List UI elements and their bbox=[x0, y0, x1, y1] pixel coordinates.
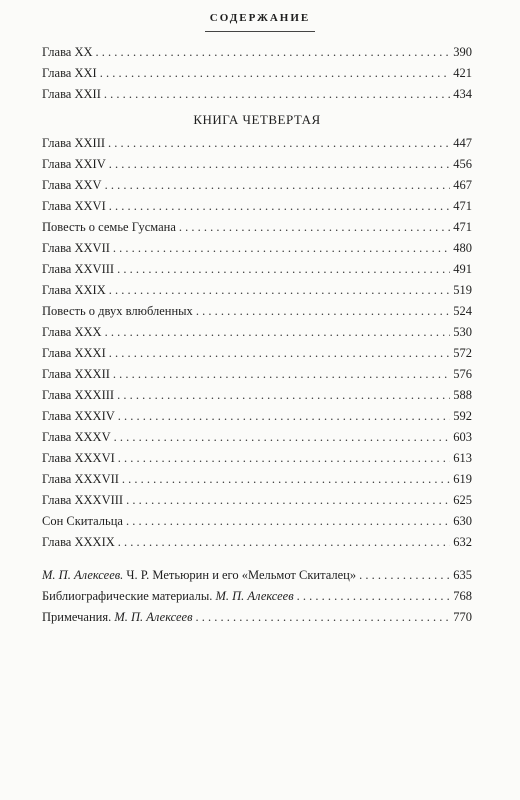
toc-entry[interactable] bbox=[42, 448, 472, 469]
dot-leader bbox=[114, 427, 451, 448]
toc-entry[interactable] bbox=[42, 238, 472, 259]
dot-leader bbox=[109, 154, 451, 175]
toc-entry-title: Повесть о семье Гусмана bbox=[42, 220, 176, 234]
dot-leader bbox=[113, 238, 450, 259]
toc-entry-title: Глава XXXII bbox=[42, 367, 110, 381]
dot-leader bbox=[109, 280, 451, 301]
toc-entry-title: Глава XXXVI bbox=[42, 451, 115, 465]
toc-entry-title: Глава XXIX bbox=[42, 283, 106, 297]
toc-entry[interactable] bbox=[42, 343, 472, 364]
table-of-contents bbox=[42, 42, 472, 628]
toc-entry-page: 770 bbox=[453, 610, 472, 624]
toc-entry-title bbox=[42, 607, 193, 628]
toc-entry-article-title: Библиографические материалы. bbox=[42, 589, 216, 603]
toc-entry-title: Глава XXV bbox=[42, 178, 102, 192]
toc-entry-title: Глава XXVII bbox=[42, 241, 110, 255]
toc-entry-page: 467 bbox=[453, 178, 472, 192]
toc-entry-title: Глава XXIII bbox=[42, 136, 106, 150]
dot-leader bbox=[179, 217, 450, 238]
toc-entry[interactable] bbox=[42, 154, 472, 175]
toc-entry-page: 434 bbox=[453, 87, 472, 101]
toc-entry[interactable] bbox=[42, 490, 472, 511]
toc-entry[interactable] bbox=[42, 175, 472, 196]
toc-entry[interactable] bbox=[42, 133, 472, 154]
toc-entry-page: 519 bbox=[453, 283, 472, 297]
toc-entry-title: Сон Скитальца bbox=[42, 514, 123, 528]
dot-leader bbox=[196, 607, 451, 628]
dot-leader bbox=[109, 343, 451, 364]
dot-leader bbox=[96, 42, 451, 63]
dot-leader bbox=[297, 586, 451, 607]
toc-entry-title: Глава XXX bbox=[42, 325, 102, 339]
toc-entry-page: 491 bbox=[453, 262, 472, 276]
toc-entry-page: 456 bbox=[453, 157, 472, 171]
toc-entry[interactable] bbox=[42, 280, 472, 301]
toc-entry[interactable] bbox=[42, 469, 472, 490]
toc-entry-page: 588 bbox=[453, 388, 472, 402]
toc-entry[interactable] bbox=[42, 301, 472, 322]
toc-entry-title: Глава XXI bbox=[42, 66, 97, 80]
toc-entry-notes[interactable] bbox=[42, 607, 472, 628]
dot-leader bbox=[100, 63, 451, 84]
dot-leader bbox=[118, 448, 450, 469]
toc-entry-page: 619 bbox=[453, 472, 472, 486]
page-header: СОДЕРЖАНИЕ bbox=[209, 12, 311, 24]
toc-entry-page: 592 bbox=[453, 409, 472, 423]
dot-leader bbox=[105, 322, 451, 343]
toc-entry-page: 613 bbox=[453, 451, 472, 465]
toc-entry[interactable] bbox=[42, 385, 472, 406]
toc-entry[interactable] bbox=[42, 511, 472, 532]
toc-entry-title: Глава XXXIII bbox=[42, 388, 115, 402]
toc-entry-page: 632 bbox=[453, 535, 472, 549]
dot-leader bbox=[104, 84, 450, 105]
toc-entry-title: Глава XXXIV bbox=[42, 409, 115, 423]
dot-leader bbox=[118, 532, 450, 553]
dot-leader bbox=[109, 196, 451, 217]
dot-leader bbox=[117, 385, 450, 406]
dot-leader bbox=[126, 511, 450, 532]
book-heading: КНИГА ЧЕТВЕРТАЯ bbox=[193, 112, 321, 127]
toc-entry-title: Глава XXXI bbox=[42, 346, 106, 360]
toc-entry-title: Глава XXXVIII bbox=[42, 493, 124, 507]
dot-leader bbox=[122, 469, 450, 490]
toc-entry-page: 447 bbox=[453, 136, 472, 150]
toc-entry-title: Глава XXXV bbox=[42, 430, 111, 444]
toc-entry[interactable] bbox=[42, 532, 472, 553]
toc-entry-page: 625 bbox=[453, 493, 472, 507]
toc-entry-page: 768 bbox=[453, 589, 472, 603]
toc-entry-author: М. П. Алексеев bbox=[215, 589, 294, 603]
dot-leader bbox=[126, 490, 450, 511]
toc-entry-author: М. П. Алексеев bbox=[114, 610, 193, 624]
toc-entry[interactable] bbox=[42, 42, 472, 63]
toc-entry-title bbox=[42, 586, 294, 607]
toc-entry-page: 603 bbox=[453, 430, 472, 444]
toc-entry-page: 572 bbox=[453, 346, 472, 360]
toc-entry-bibliography[interactable] bbox=[42, 586, 472, 607]
toc-entry-title: Глава XXVI bbox=[42, 199, 106, 213]
toc-entry-title: Глава XXXIX bbox=[42, 535, 115, 549]
dot-leader bbox=[359, 565, 450, 586]
toc-entry-page: 480 bbox=[453, 241, 472, 255]
toc-entry-author: М. П. Алексеев. bbox=[42, 568, 124, 582]
toc-entry-page: 635 bbox=[453, 568, 472, 582]
toc-entry-title: Глава XXXVII bbox=[42, 472, 119, 486]
dot-leader bbox=[108, 133, 450, 154]
toc-entry-page: 471 bbox=[453, 199, 472, 213]
dot-leader bbox=[196, 301, 450, 322]
header-rule bbox=[205, 31, 315, 32]
toc-entry-page: 390 bbox=[453, 45, 472, 59]
toc-entry[interactable] bbox=[42, 63, 472, 84]
toc-entry-title: Глава XX bbox=[42, 45, 93, 59]
toc-entry-article-title: Ч. Р. Метьюрин и его «Мельмот Скиталец» bbox=[123, 568, 357, 582]
dot-leader bbox=[118, 406, 450, 427]
dot-leader bbox=[117, 259, 450, 280]
toc-entry-title bbox=[42, 565, 356, 586]
toc-entry-title: Глава XXII bbox=[42, 87, 101, 101]
toc-entry[interactable] bbox=[42, 427, 472, 448]
section-gap bbox=[42, 553, 472, 565]
toc-entry-page: 576 bbox=[453, 367, 472, 381]
toc-entry[interactable] bbox=[42, 196, 472, 217]
toc-entry-title: Повесть о двух влюбленных bbox=[42, 304, 193, 318]
toc-entry[interactable] bbox=[42, 364, 472, 385]
toc-entry-article[interactable] bbox=[42, 565, 472, 586]
toc-entry-page: 630 bbox=[453, 514, 472, 528]
toc-entry[interactable] bbox=[42, 406, 472, 427]
dot-leader bbox=[113, 364, 450, 385]
toc-entry-page: 530 bbox=[453, 325, 472, 339]
toc-entry-title: Глава XXIV bbox=[42, 157, 106, 171]
toc-entry-title: Глава XXVIII bbox=[42, 262, 115, 276]
toc-entry-page: 524 bbox=[453, 304, 472, 318]
toc-entry-article-title: Примечания. bbox=[42, 610, 115, 624]
toc-entry[interactable] bbox=[42, 259, 472, 280]
toc-entry[interactable] bbox=[42, 322, 472, 343]
toc-entry[interactable] bbox=[42, 217, 472, 238]
dot-leader bbox=[105, 175, 451, 196]
toc-entry-page: 421 bbox=[453, 66, 472, 80]
toc-entry[interactable] bbox=[42, 84, 472, 105]
toc-entry-page: 471 bbox=[453, 220, 472, 234]
